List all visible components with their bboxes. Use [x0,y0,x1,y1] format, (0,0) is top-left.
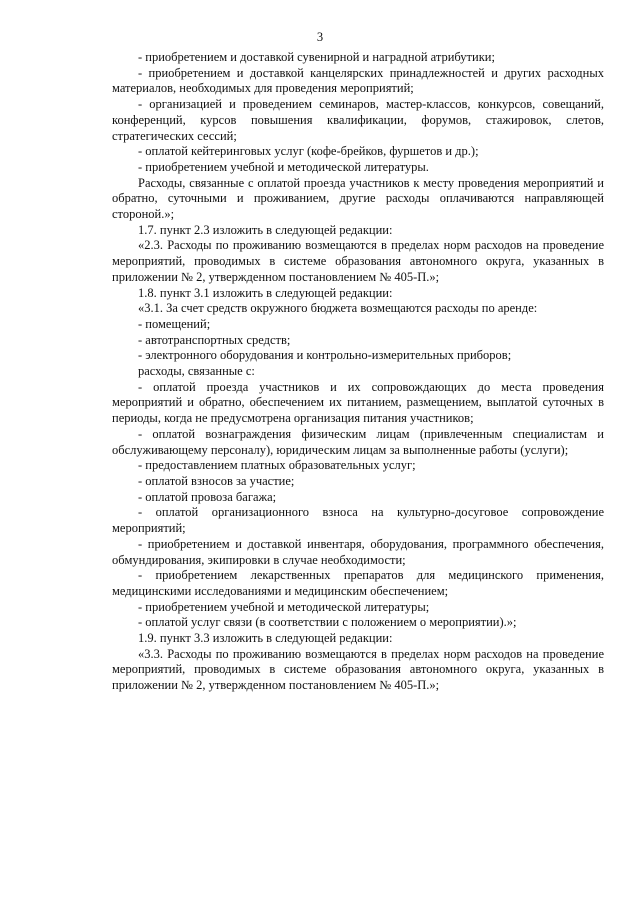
paragraph: Расходы, связанные с оплатой проезда участников к месту проведения мероприятий и обратно, суточными и проживанием, другие расходы оплачиваются направляющей стороной.»; [112,175,604,222]
paragraph: - приобретением учебной и методической литературы. [138,159,429,174]
list-item: - приобретением лекарственных препаратов для медицинского применения, медицинскими исследованиями и медицинским обеспечением; [112,568,604,598]
paragraph: 1.9. пункт 3.3 изложить в следующей редакции: [138,631,393,646]
list-item: - приобретением учебной и методической литературы; [138,599,430,614]
list-item: - предоставлением платных образовательных услуг; [138,458,416,473]
page-number: 3 [316,30,324,44]
paragraph: - оплатой кейтеринговых услуг (кофе-брейков, фуршетов и др.); [138,144,479,159]
paragraph: «3.1. За счет средств окружного бюджета возмещаются расходы по аренде: [138,301,538,316]
list-item: - электронного оборудования и контрольно-измерительных приборов; [138,348,512,363]
list-item: - оплатой провоза багажа; [138,489,277,504]
list-item: - помещений; [138,316,211,331]
paragraph: 1.8. пункт 3.1 изложить в следующей редакции: [138,285,393,300]
list-item: - оплатой взносов за участие; [138,473,295,488]
paragraph: 1.7. пункт 2.3 изложить в следующей редакции: [138,222,393,237]
paragraph: «3.3. Расходы по проживанию возмещаются в пределах норм расходов на проведение мероприятий, проводимых в системе образования автономного округа, указанных в приложении № 2, утвержденном постановлением № 405-П.»; [112,646,604,693]
paragraph: «2.3. Расходы по проживанию возмещаются в пределах норм расходов на проведение мероприятий, проводимых в системе образования автономного округа, указанных в приложении № 2, утвержденном постановлением № 405-П.»; [112,238,604,284]
list-item: - оплатой организационного взноса на культурно-досуговое сопровождение мероприятий; [112,505,604,536]
document-body [112,50,604,694]
list-item: - оплатой вознаграждения физическим лицам (привлеченным специалистам и обслуживающему персоналу), юридическим лицам за выполненные работы (услуги); [112,426,604,457]
paragraph: расходы, связанные с: [138,364,255,379]
list-item: - приобретением и доставкой инвентаря, оборудования, программного обеспечения, обмундирования, экипировки в случае необходимости; [112,536,604,567]
list-item: - автотранспортных средств; [138,332,291,347]
list-item: - оплатой проезда участников и их сопровождающих до места проведения мероприятий и обратно, обеспечением их питанием, размещением, выплатой суточных в периоды, когда не предусмотрена организация питания участников; [112,379,604,426]
paragraph: - организацией и проведением семинаров, мастер-классов, конкурсов, совещаний, конференций, курсов повышения квалификации, форумов, стажировок, слетов, стратегических сессий; [112,97,604,143]
list-item: - оплатой услуг связи (в соответствии с положением о мероприятии).»; [138,615,517,630]
paragraph: - приобретением и доставкой канцелярских принадлежностей и других расходных материалов, необходимых для проведения мероприятий; [112,65,604,96]
paragraph: - приобретением и доставкой сувенирной и наградной атрибутики; [138,50,495,64]
